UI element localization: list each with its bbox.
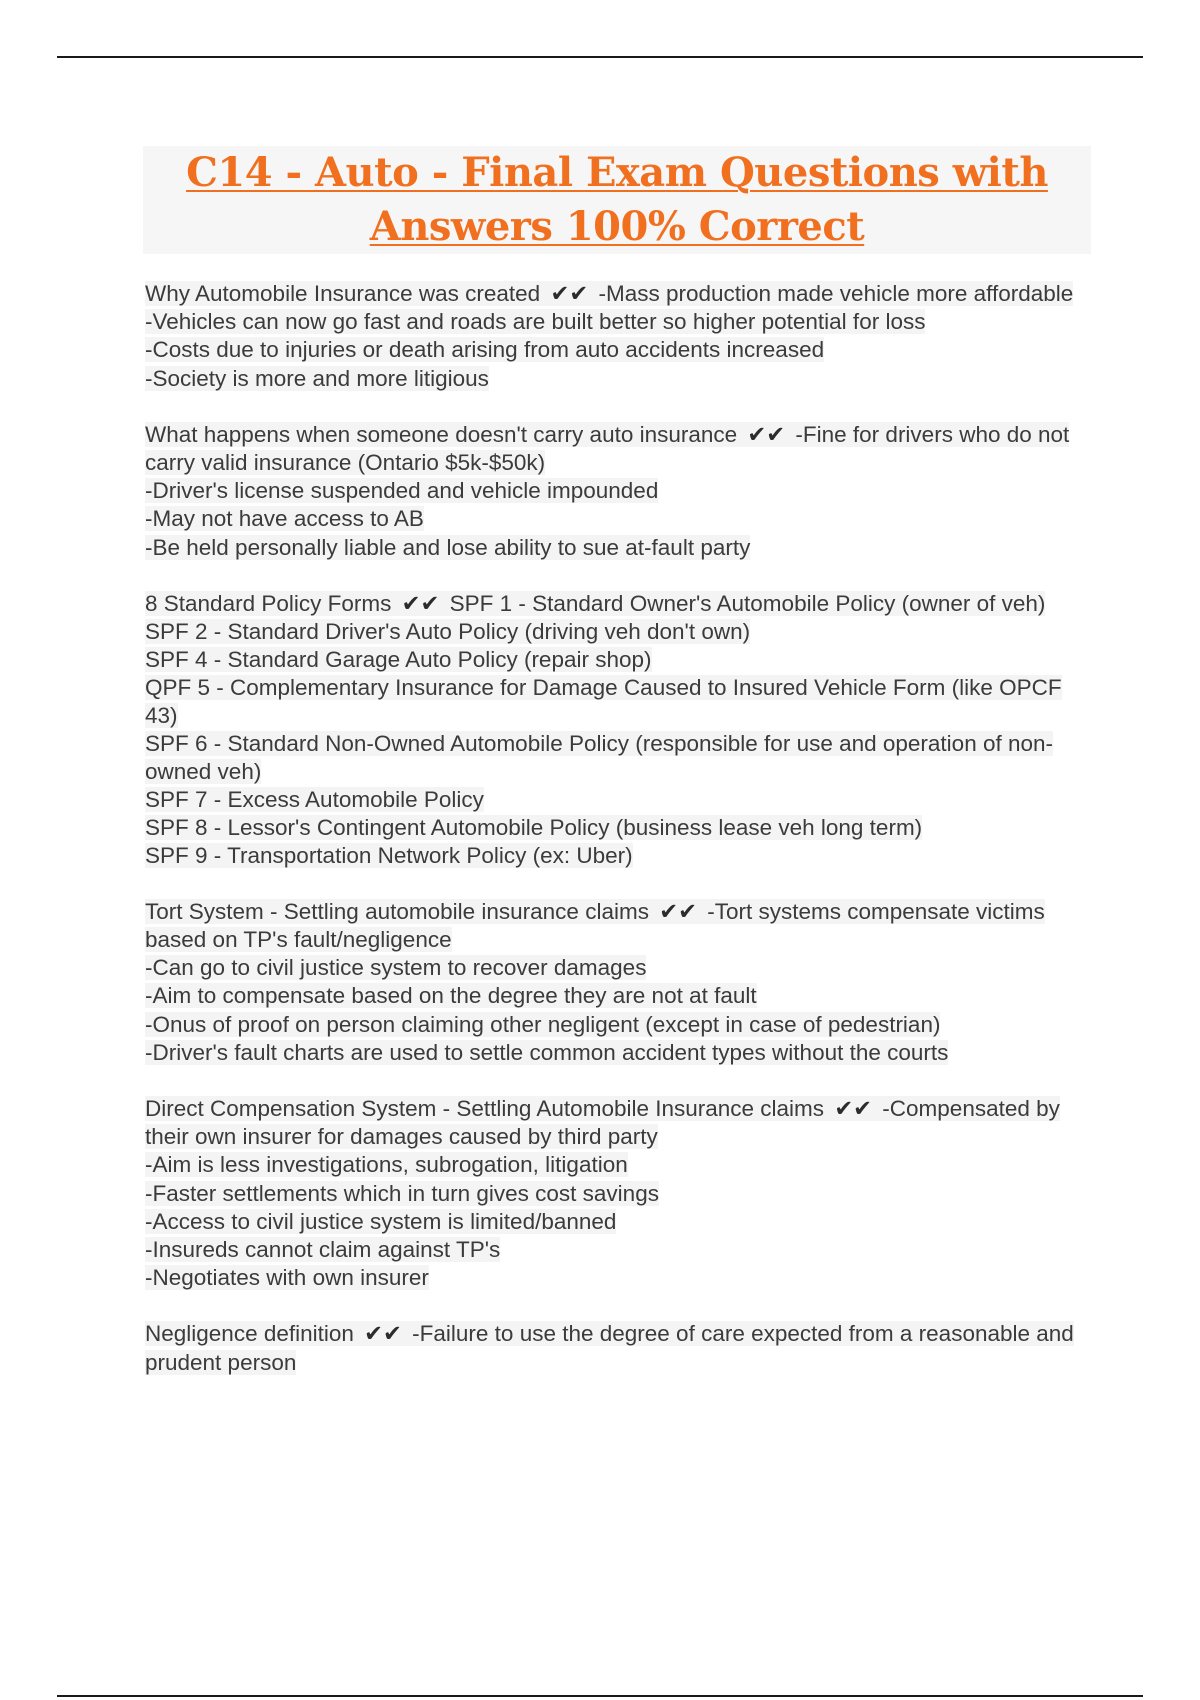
answer-text: -Mass production made vehicle more affordable -Vehicles can now go fast and roads are built better so higher potential for loss -Costs due to injuries or death arising from auto accidents increased -Society is more and more litigious xyxy=(145,281,1074,391)
check-mark-icon: ✔✔ xyxy=(659,898,697,924)
header-rule xyxy=(57,56,1143,58)
question-text: Direct Compensation System - Settling Automobile Insurance claims xyxy=(145,1096,825,1122)
qa-item xyxy=(145,280,1085,393)
check-mark-icon: ✔✔ xyxy=(747,421,786,447)
qa-item xyxy=(145,898,1085,1067)
check-mark-icon: ✔✔ xyxy=(401,590,440,616)
answer-text: -Tort systems compensate victims based on TP's fault/negligence -Can go to civil justice system to recover damages -Aim to compensate based on the degree they are not at fault -Onus of proof on person claiming other negligent (except in case of pedestrian) -Driver's fault charts are used to settle common accident types without the courts xyxy=(145,898,1045,1065)
qa-item xyxy=(145,421,1085,562)
title-box xyxy=(143,146,1091,254)
question-text: Why Automobile Insurance was created xyxy=(145,281,541,306)
qa-item xyxy=(145,1320,1085,1376)
answer-text: -Compensated by their own insurer for damages caused by third party -Aim is less investigations, subrogation, litigation -Faster settlements which in turn gives cost savings -Access to civil justice system is limited/banned -Insureds cannot claim against TP's -Negotiates with own insurer xyxy=(145,1096,1060,1291)
check-mark-icon: ✔✔ xyxy=(550,281,589,306)
answer-text: SPF 1 - Standard Owner's Automobile Policy (owner of veh) SPF 2 - Standard Driver's Auto Policy (driving veh don't own) SPF 4 - Standard Garage Auto Policy (repair shop) QPF 5 - Complementary Insurance for Damage Caused to Insured Vehicle Form (like OPCF 43) SPF 6 - Standard Non-Owned Automobile Policy (responsible for use and operation of non-owned veh) SPF 7 - Excess Automobile Policy SPF 8 - Lessor's Contingent Automobile Policy (business lease veh long term) SPF 9 - Transportation Network Policy (ex: Uber) xyxy=(145,590,1062,868)
qa-item xyxy=(145,590,1085,870)
answer-text: -Failure to use the degree of care expected from a reasonable and prudent person xyxy=(145,1321,1074,1375)
document-body xyxy=(145,280,1085,1405)
check-mark-icon: ✔✔ xyxy=(834,1096,873,1122)
answer-text: -Fine for drivers who do not carry valid insurance (Ontario $5k-$50k) -Driver's license suspended and vehicle impounded -May not have access to AB -Be held personally liable and lose ability to sue at-fault party xyxy=(145,421,1070,560)
question-text: Negligence definition xyxy=(145,1321,354,1347)
footer-rule xyxy=(57,1695,1143,1697)
question-text: 8 Standard Policy Forms xyxy=(145,590,392,616)
document-title: C14 - Auto - Final Exam Questions with Answers 100% Correct xyxy=(186,149,1048,250)
question-text: Tort System - Settling automobile insurance claims xyxy=(145,898,649,924)
qa-item xyxy=(145,1095,1085,1292)
check-mark-icon: ✔✔ xyxy=(364,1321,402,1347)
question-text: What happens when someone doesn't carry auto insurance xyxy=(145,421,738,447)
